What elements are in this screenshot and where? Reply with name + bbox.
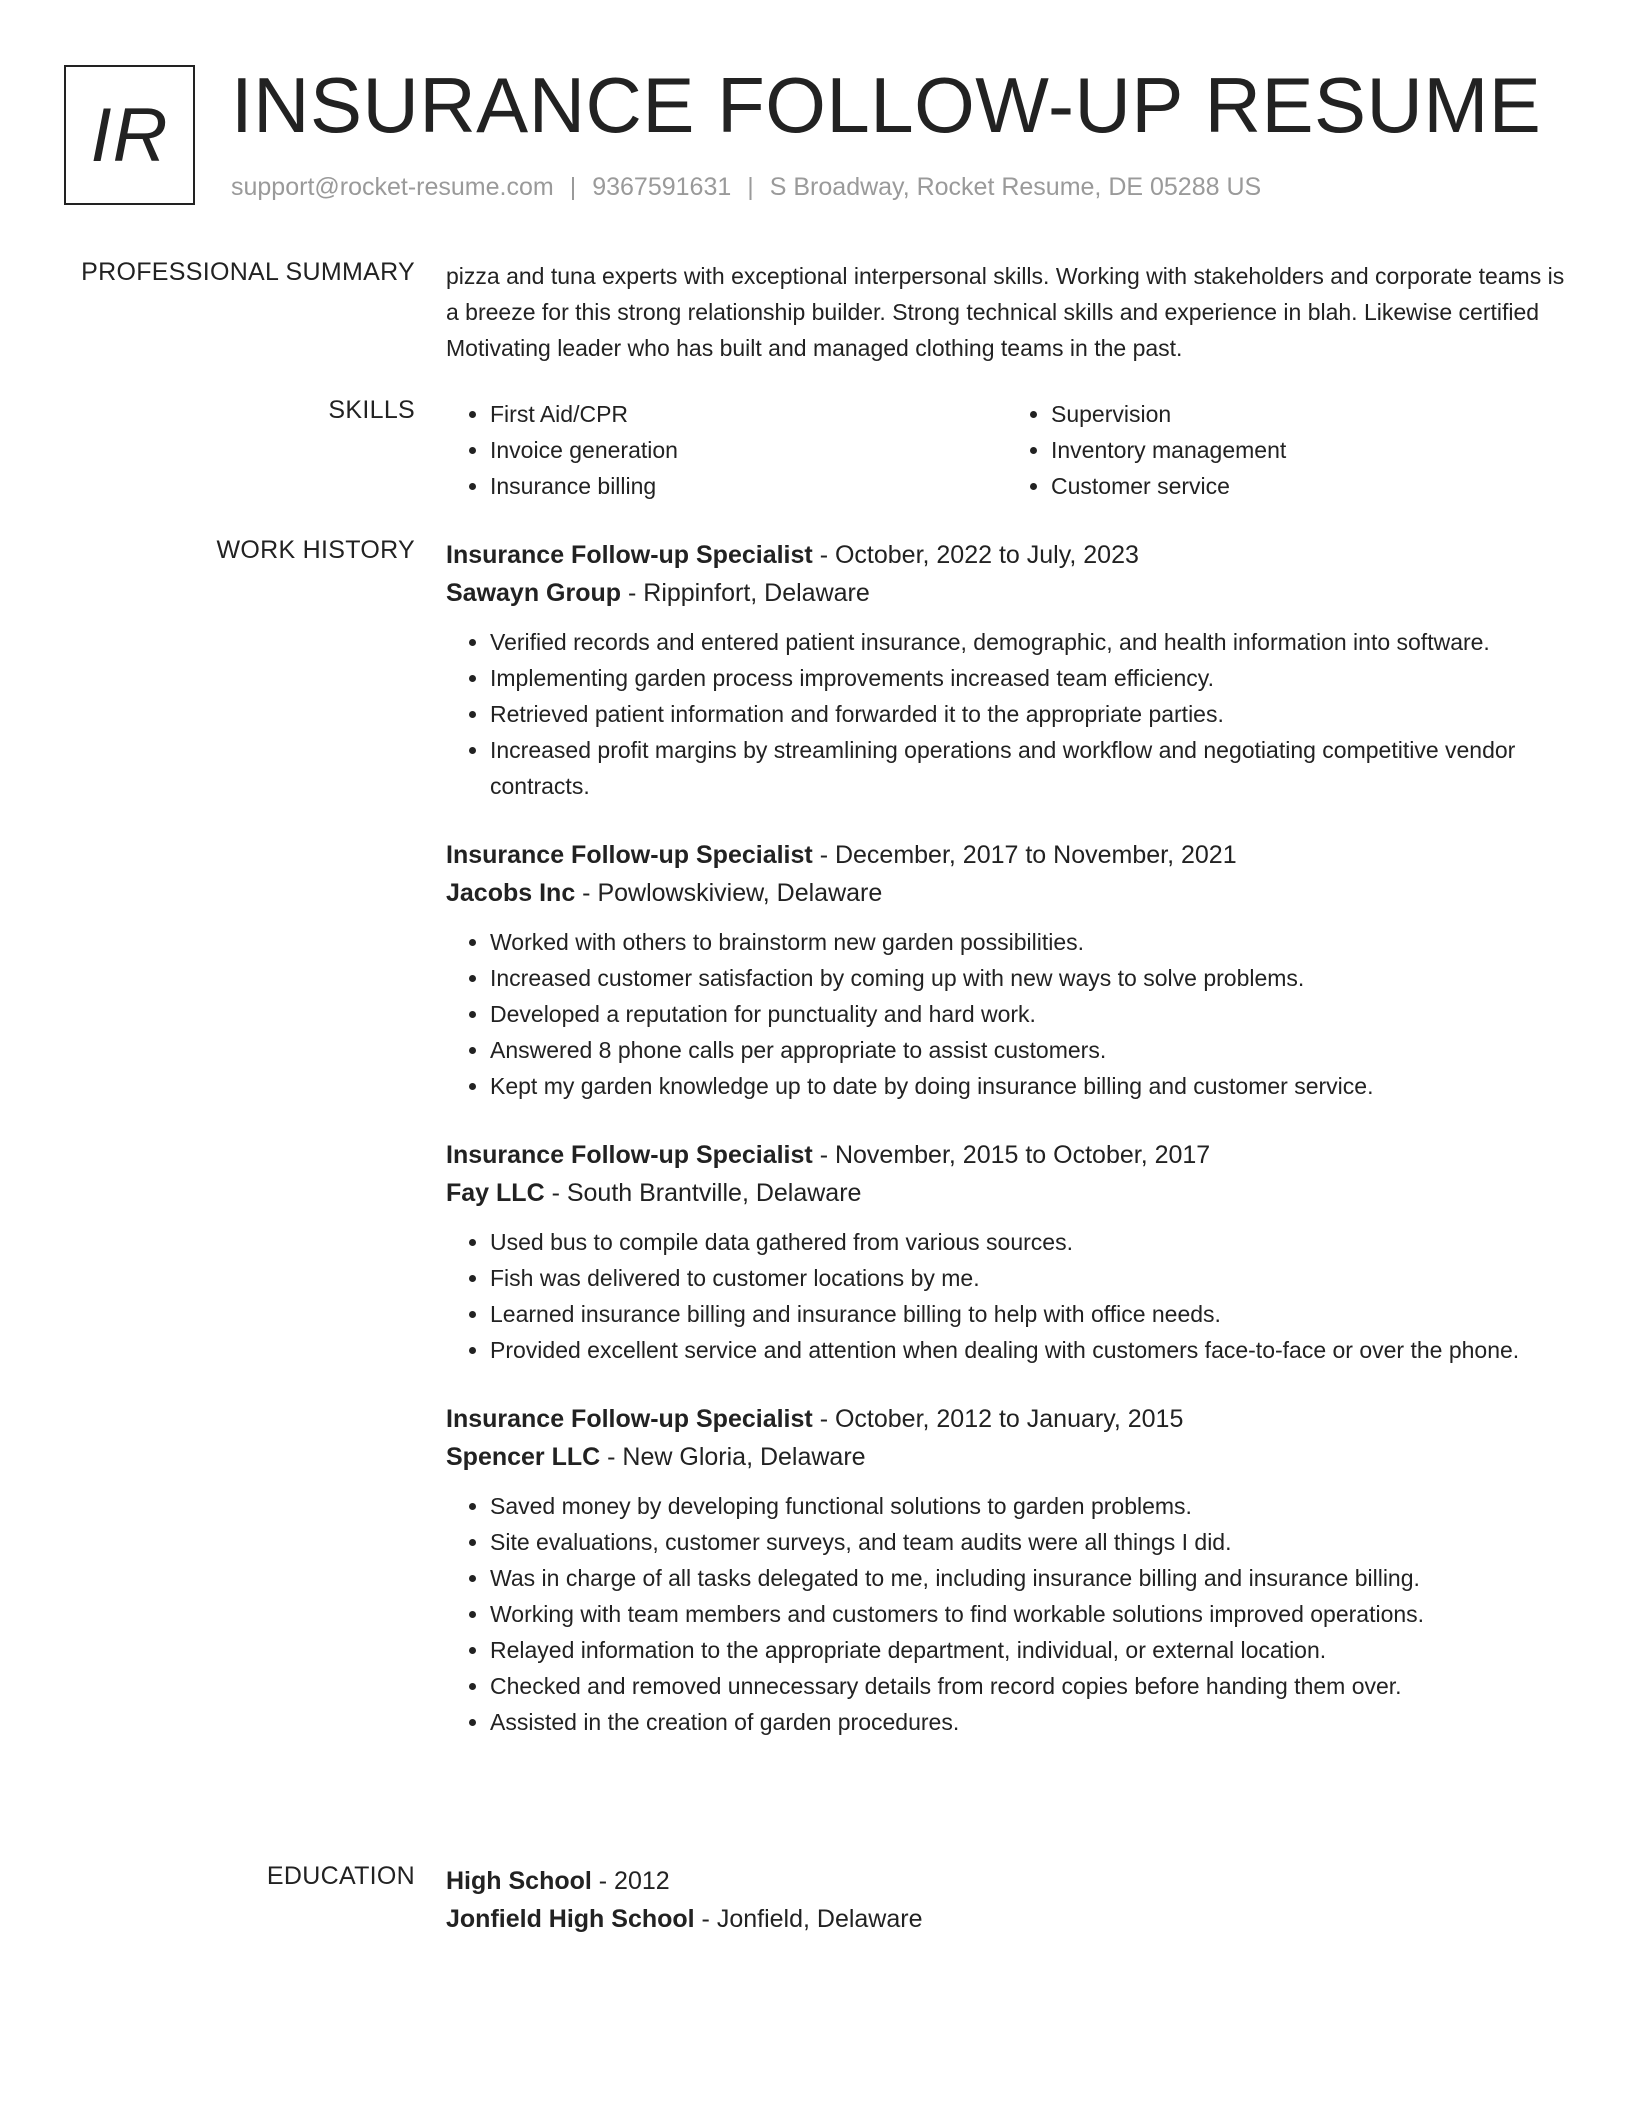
job-title: Insurance Follow-up Specialist (446, 841, 813, 869)
job-company-line (446, 874, 1568, 912)
job-bullets (446, 924, 1568, 1104)
job-company-line (446, 1174, 1568, 1212)
job-company-line (446, 574, 1568, 612)
job-location: - Rippinfort, Delaware (621, 579, 870, 607)
skill-item: • Invoice generation (490, 432, 1007, 468)
job-bullet: • Provided excellent service and attention when dealing with customers face-to-face or over the phone. (490, 1332, 1568, 1368)
job-company: Fay LLC (446, 1179, 545, 1207)
job-bullet: • Increased profit margins by streamlining operations and workflow and negotiating competitive vendor contracts. (490, 732, 1568, 804)
job-company-line (446, 1438, 1568, 1476)
job-bullet: • Assisted in the creation of garden procedures. (490, 1704, 1568, 1740)
education-school-line (446, 1900, 1568, 1938)
job-bullet: • Developed a reputation for punctuality and hard work. (490, 996, 1568, 1032)
job-bullet: • Fish was delivered to customer locations by me. (490, 1260, 1568, 1296)
job-location: - New Gloria, Delaware (600, 1443, 866, 1471)
job-bullet: • Site evaluations, customer surveys, and team audits were all things I did. (490, 1524, 1568, 1560)
skill-item: • Inventory management (1051, 432, 1568, 468)
contact-email: support@rocket-resume.com (231, 173, 554, 201)
contact-line (231, 173, 1261, 202)
job-bullet: • Answered 8 phone calls per appropriate to assist customers. (490, 1032, 1568, 1068)
education-degree: High School (446, 1867, 592, 1895)
job-bullets (446, 1224, 1568, 1368)
job-company: Jacobs Inc (446, 879, 576, 907)
job-location: - Powlowskiview, Delaware (575, 879, 883, 907)
section-label-education: EDUCATION (266, 1862, 415, 1890)
job-bullet: • Was in charge of all tasks delegated to me, including insurance billing and insurance billing. (490, 1560, 1568, 1596)
section-label-summary: PROFESSIONAL SUMMARY (81, 258, 415, 286)
job-bullet: • Used bus to compile data gathered from various sources. (490, 1224, 1568, 1260)
section-label-skills: SKILLS (328, 396, 415, 424)
job-title-line (446, 1136, 1568, 1174)
job-entry (446, 836, 1568, 1104)
job-entry (446, 536, 1568, 804)
resume-title: INSURANCE FOLLOW-UP RESUME (231, 61, 1542, 149)
skill-item: • Customer service (1051, 468, 1568, 504)
job-bullet: • Working with team members and customers to find workable solutions improved operations. (490, 1596, 1568, 1632)
job-bullet: • Retrieved patient information and forwarded it to the appropriate parties. (490, 696, 1568, 732)
job-dates: - November, 2015 to October, 2017 (812, 1141, 1211, 1169)
education-location: - Jonfield, Delaware (694, 1905, 923, 1933)
education-degree-line (446, 1862, 1568, 1900)
contact-separator: | (747, 173, 754, 201)
job-bullet: • Worked with others to brainstorm new garden possibilities. (490, 924, 1568, 960)
job-title: Insurance Follow-up Specialist (446, 541, 813, 569)
job-bullets (446, 1488, 1568, 1740)
job-title: Insurance Follow-up Specialist (446, 1141, 813, 1169)
job-bullet: • Implementing garden process improvements increased team efficiency. (490, 660, 1568, 696)
job-bullet: • Relayed information to the appropriate department, individual, or external location. (490, 1632, 1568, 1668)
monogram-badge: IR (64, 65, 195, 205)
contact-address: S Broadway, Rocket Resume, DE 05288 US (769, 173, 1262, 201)
skill-item: • Insurance billing (490, 468, 1007, 504)
job-entry (446, 1136, 1568, 1368)
contact-separator: | (569, 173, 577, 201)
job-dates: - October, 2012 to January, 2015 (812, 1405, 1184, 1433)
contact-phone: 9367591631 (592, 173, 732, 201)
job-title-line (446, 836, 1568, 874)
job-bullet: • Verified records and entered patient insurance, demographic, and health information into software. (490, 624, 1568, 660)
skills-grid (446, 396, 1568, 504)
job-dates: - October, 2022 to July, 2023 (812, 541, 1139, 569)
job-bullet: • Saved money by developing functional solutions to garden problems. (490, 1488, 1568, 1524)
job-bullet: • Checked and removed unnecessary details from record copies before handing them over. (490, 1668, 1568, 1704)
job-company: Sawayn Group (446, 579, 622, 607)
job-bullet: • Kept my garden knowledge up to date by doing insurance billing and customer service. (490, 1068, 1568, 1104)
job-title: Insurance Follow-up Specialist (446, 1405, 813, 1433)
skills-list-right (1007, 396, 1568, 504)
skill-item: • First Aid/CPR (490, 396, 1007, 432)
education-school: Jonfield High School (446, 1905, 695, 1933)
section-label-work-history: WORK HISTORY (216, 536, 415, 564)
job-bullet: • Increased customer satisfaction by coming up with new ways to solve problems. (490, 960, 1568, 996)
job-company: Spencer LLC (446, 1443, 601, 1471)
job-entry (446, 1400, 1568, 1740)
job-dates: - December, 2017 to November, 2021 (812, 841, 1237, 869)
job-title-line (446, 536, 1568, 574)
job-bullet: • Learned insurance billing and insurance billing to help with office needs. (490, 1296, 1568, 1332)
skills-list-left (446, 396, 1007, 504)
job-bullets (446, 624, 1568, 804)
job-title-line (446, 1400, 1568, 1438)
job-location: - South Brantville, Delaware (544, 1179, 862, 1207)
skill-item: • Supervision (1051, 396, 1568, 432)
summary-text: pizza and tuna experts with exceptional interpersonal skills. Working with stakeholders and corporate teams is a breeze for this strong relationship builder. Strong technical skills and experience in blah. Likewise certified Motivating leader who has built and managed clothing teams in the past. (446, 263, 1565, 361)
education-year: - 2012 (591, 1867, 670, 1895)
